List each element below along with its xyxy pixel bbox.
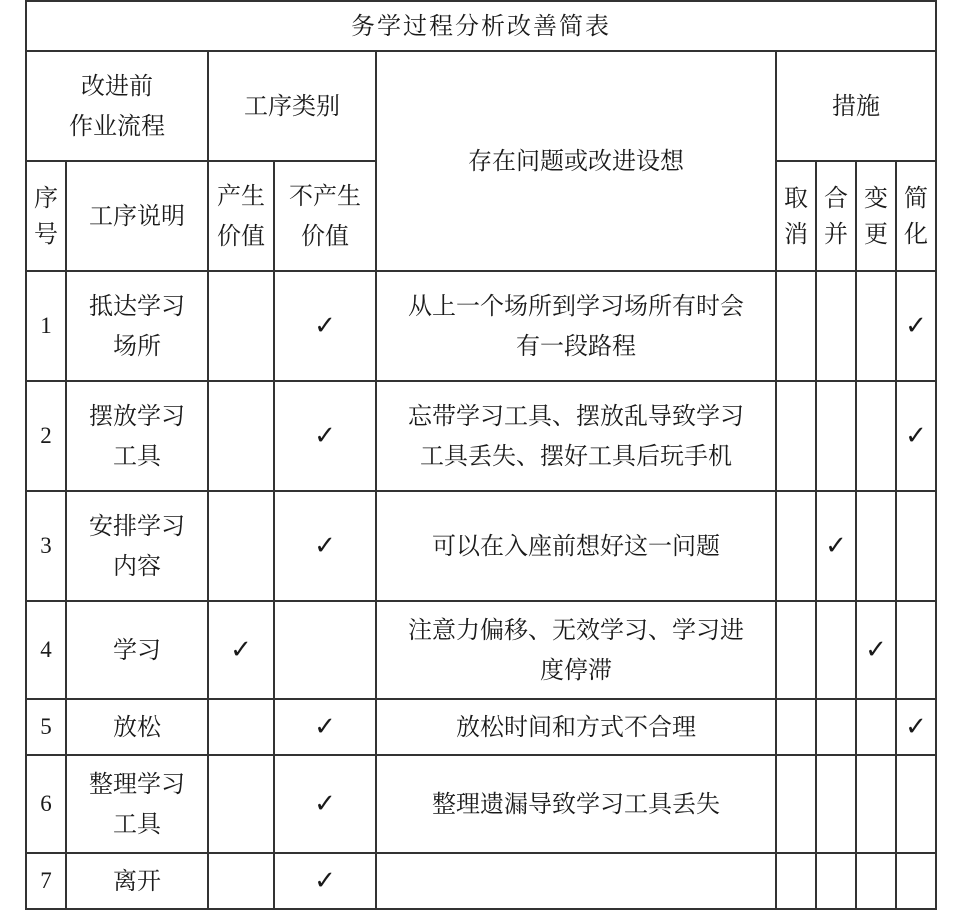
table-body xyxy=(26,271,936,909)
header-desc: 工序说明 xyxy=(66,161,208,271)
value-cell xyxy=(208,491,274,601)
check-mark-icon: ✓ xyxy=(905,311,927,341)
table-row xyxy=(26,755,936,853)
table-row xyxy=(26,853,936,909)
cancel-cell xyxy=(776,381,816,491)
table-title: 务学过程分析改善简表 xyxy=(26,1,936,51)
merge-cell xyxy=(816,699,856,755)
change-cell xyxy=(856,271,896,381)
row-number: 4 xyxy=(26,601,66,699)
value-cell xyxy=(208,601,274,699)
check-mark-icon: ✓ xyxy=(314,866,336,896)
check-mark-icon: ✓ xyxy=(865,635,887,665)
row-number: 7 xyxy=(26,853,66,909)
header-cancel: 取 消 xyxy=(776,161,816,271)
row-number: 1 xyxy=(26,271,66,381)
problem-cell: 可以在入座前想好这一问题 xyxy=(376,491,776,601)
value-cell xyxy=(208,755,274,853)
cancel-cell xyxy=(776,491,816,601)
non-value-cell xyxy=(274,381,376,491)
table-row xyxy=(26,491,936,601)
process-analysis-table xyxy=(25,0,937,910)
header-seq: 序 号 xyxy=(26,161,66,271)
row-number: 2 xyxy=(26,381,66,491)
check-mark-icon: ✓ xyxy=(314,789,336,819)
row-number: 6 xyxy=(26,755,66,853)
problem-cell: 放松时间和方式不合理 xyxy=(376,699,776,755)
change-cell xyxy=(856,699,896,755)
change-cell xyxy=(856,601,896,699)
non-value-cell xyxy=(274,601,376,699)
non-value-cell xyxy=(274,755,376,853)
check-mark-icon: ✓ xyxy=(230,635,252,665)
value-cell xyxy=(208,381,274,491)
non-value-cell xyxy=(274,853,376,909)
row-number: 5 xyxy=(26,699,66,755)
merge-cell xyxy=(816,271,856,381)
table-row xyxy=(26,271,936,381)
simplify-cell xyxy=(896,381,936,491)
analysis-table-container xyxy=(25,0,937,910)
merge-cell xyxy=(816,491,856,601)
row-description: 抵达学习 场所 xyxy=(66,271,208,381)
cancel-cell xyxy=(776,699,816,755)
header-row-1 xyxy=(26,51,936,161)
check-mark-icon: ✓ xyxy=(905,712,927,742)
row-description: 整理学习 工具 xyxy=(66,755,208,853)
non-value-cell xyxy=(274,271,376,381)
row-number: 3 xyxy=(26,491,66,601)
cancel-cell xyxy=(776,853,816,909)
simplify-cell xyxy=(896,271,936,381)
merge-cell xyxy=(816,853,856,909)
problem-cell xyxy=(376,853,776,909)
simplify-cell xyxy=(896,755,936,853)
simplify-cell xyxy=(896,853,936,909)
header-simplify: 简 化 xyxy=(896,161,936,271)
check-mark-icon: ✓ xyxy=(314,531,336,561)
title-row xyxy=(26,1,936,51)
header-merge: 合 并 xyxy=(816,161,856,271)
table-row xyxy=(26,601,936,699)
value-cell xyxy=(208,699,274,755)
check-mark-icon: ✓ xyxy=(314,712,336,742)
header-value: 产生 价值 xyxy=(208,161,274,271)
header-problem: 存在问题或改进设想 xyxy=(376,51,776,271)
row-description: 学习 xyxy=(66,601,208,699)
merge-cell xyxy=(816,601,856,699)
cancel-cell xyxy=(776,271,816,381)
check-mark-icon: ✓ xyxy=(314,421,336,451)
simplify-cell xyxy=(896,601,936,699)
header-before-flow: 改进前 作业流程 xyxy=(26,51,208,161)
check-mark-icon: ✓ xyxy=(905,421,927,451)
problem-cell: 整理遗漏导致学习工具丢失 xyxy=(376,755,776,853)
simplify-cell xyxy=(896,491,936,601)
header-measures: 措施 xyxy=(776,51,936,161)
simplify-cell xyxy=(896,699,936,755)
row-description: 离开 xyxy=(66,853,208,909)
check-mark-icon: ✓ xyxy=(825,531,847,561)
change-cell xyxy=(856,755,896,853)
change-cell xyxy=(856,491,896,601)
value-cell xyxy=(208,853,274,909)
row-description: 摆放学习 工具 xyxy=(66,381,208,491)
header-process-type: 工序类别 xyxy=(208,51,376,161)
table-row xyxy=(26,381,936,491)
non-value-cell xyxy=(274,491,376,601)
row-description: 放松 xyxy=(66,699,208,755)
problem-cell: 忘带学习工具、摆放乱导致学习 工具丢失、摆好工具后玩手机 xyxy=(376,381,776,491)
merge-cell xyxy=(816,755,856,853)
check-mark-icon: ✓ xyxy=(314,311,336,341)
cancel-cell xyxy=(776,755,816,853)
table-row xyxy=(26,699,936,755)
value-cell xyxy=(208,271,274,381)
merge-cell xyxy=(816,381,856,491)
problem-cell: 注意力偏移、无效学习、学习进 度停滞 xyxy=(376,601,776,699)
change-cell xyxy=(856,853,896,909)
non-value-cell xyxy=(274,699,376,755)
change-cell xyxy=(856,381,896,491)
cancel-cell xyxy=(776,601,816,699)
header-change: 变 更 xyxy=(856,161,896,271)
problem-cell: 从上一个场所到学习场所有时会 有一段路程 xyxy=(376,271,776,381)
row-description: 安排学习 内容 xyxy=(66,491,208,601)
header-non-value: 不产生 价值 xyxy=(274,161,376,271)
